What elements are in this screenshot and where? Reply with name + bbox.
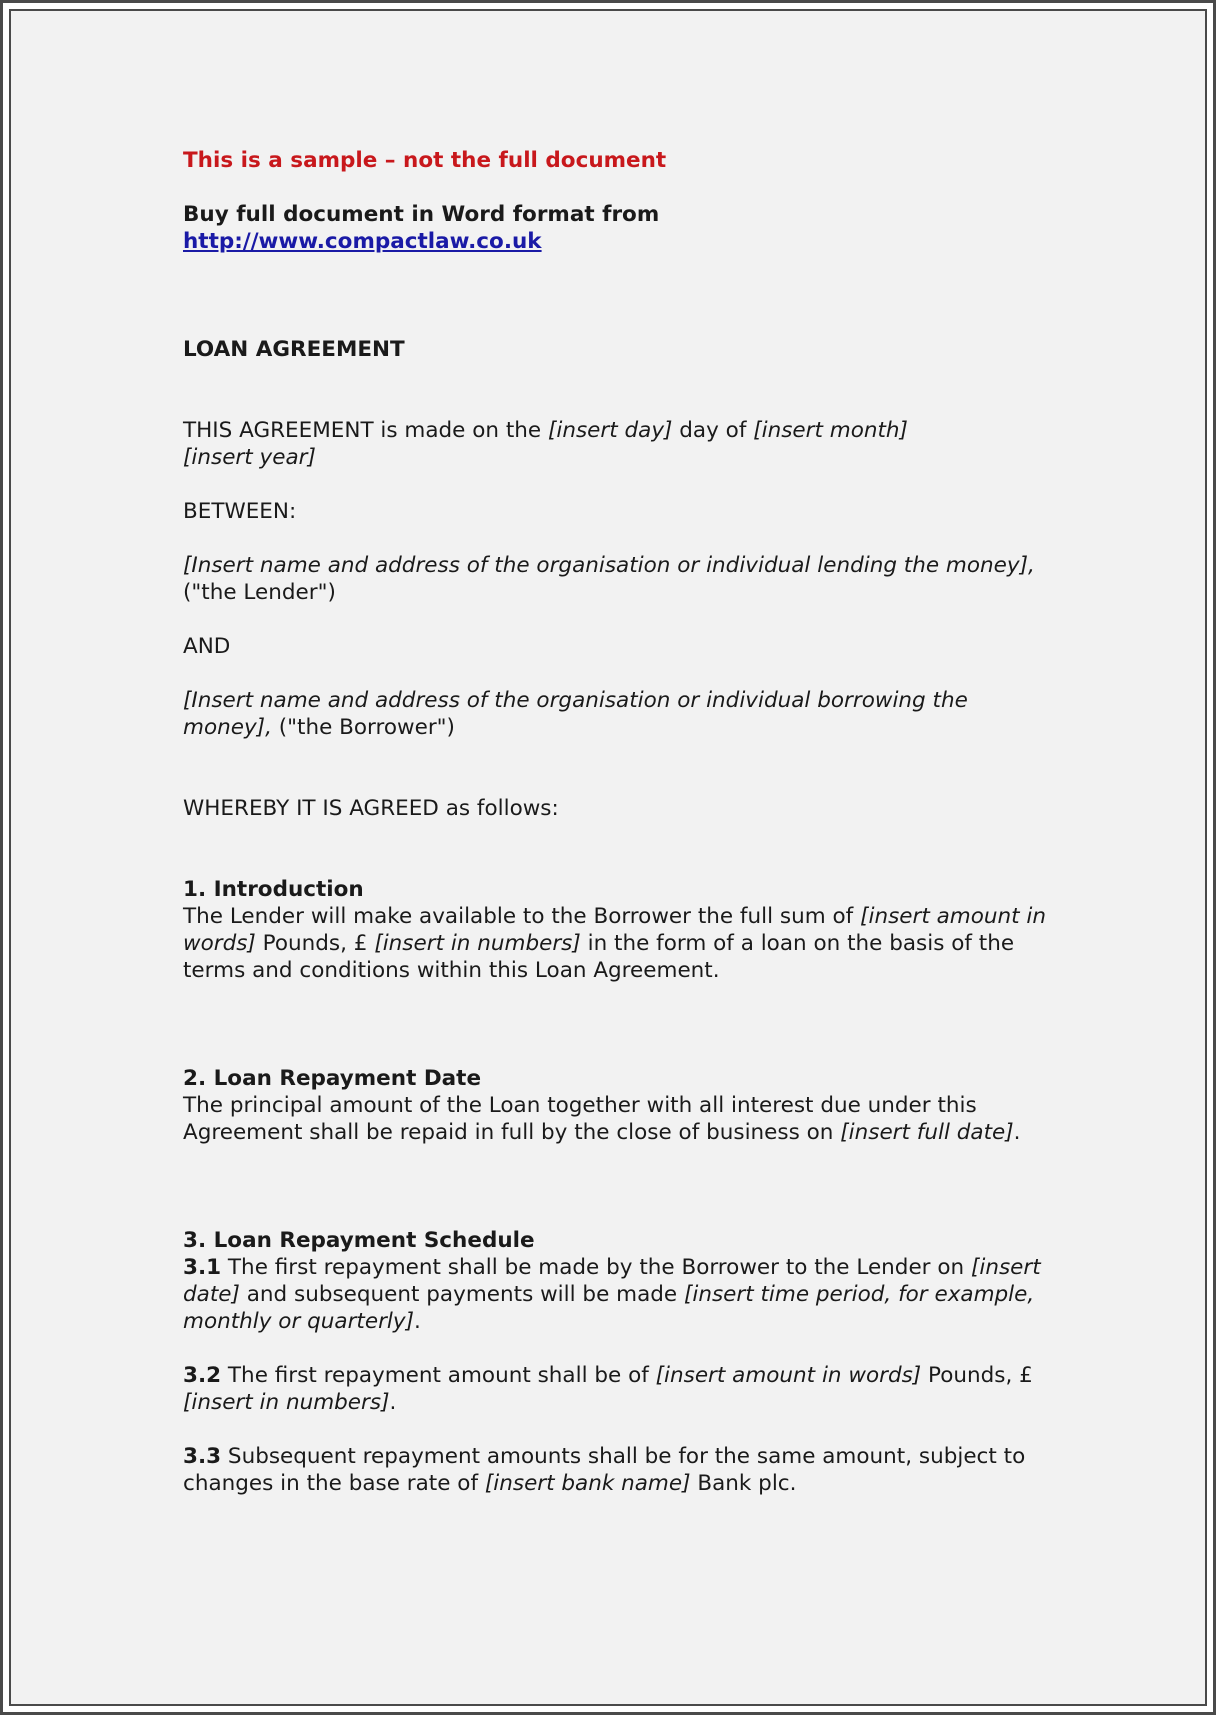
lender-label: ("the Lender") [183,580,336,605]
document-body [183,147,1063,1497]
agreement-date-line [183,417,1063,444]
sample-notice: This is a sample – not the full document [183,148,667,173]
clause-3-3-text-a: Subsequent repayment amounts shall be for the same amount, subject to changes in the base rate of [183,1444,1026,1496]
agreement-year-line [183,444,1063,471]
buy-link-line [183,228,1063,255]
made-prefix: THIS AGREEMENT is made on the [183,418,548,443]
clause-3-1-text-c: . [414,1309,421,1334]
clause-3-2-text-b: Pounds, £ [921,1363,1033,1388]
full-date-placeholder: [insert full date] [840,1120,1014,1145]
clause-3-3-number: 3.3 [183,1444,222,1469]
amount-words-placeholder: [insert amount in words] [183,904,1046,956]
between-label: BETWEEN: [183,499,297,524]
repayment-numbers-placeholder: [insert in numbers] [183,1390,390,1415]
section-1-text-a: The Lender will make available to the Borrower the full sum of [183,904,861,929]
clause-3-1-number: 3.1 [183,1255,222,1280]
buy-notice: Buy full document in Word format from [183,202,660,227]
time-period-placeholder: [insert time period, for example, monthly or quarterly] [183,1282,1035,1334]
clause-3-2-text-c: . [389,1390,397,1415]
borrower-paragraph [183,687,1063,741]
clause-3-1-text-a: The first repayment shall be made by the Borrower to the Lender on [221,1255,971,1280]
borrower-label: ("the Borrower") [271,715,455,740]
section-2-text-b: . [1013,1120,1021,1145]
section-2-text-a: The principal amount of the Loan together with all interest due under this Agreement shall be repaid in full by the close of business on [183,1093,977,1145]
clause-3-2-number: 3.2 [183,1363,222,1388]
lender-placeholder: [Insert name and address of the organisation or individual lending the money], [183,553,1035,578]
clause-3-3-text-b: Bank plc. [690,1471,797,1496]
repayment-words-placeholder: [insert amount in words] [655,1363,922,1388]
section-1-text-b: Pounds, £ [255,931,375,956]
clause-3-3 [183,1443,1063,1497]
and-label: AND [183,634,231,659]
insert-month-placeholder: [insert month] [753,418,908,443]
insert-date-placeholder: [insert date] [183,1255,1041,1307]
clause-3-2-text-a: The first repayment amount shall be of [221,1363,656,1388]
compactlaw-link[interactable]: http://www.compactlaw.co.uk [183,229,542,254]
document-title: LOAN AGREEMENT [183,337,405,362]
section-2-body [183,1092,1063,1146]
section-1-body [183,903,1063,984]
section-2-heading: 2. Loan Repayment Date [183,1066,482,1091]
clause-3-1 [183,1254,1063,1335]
clause-3-2 [183,1362,1063,1416]
borrower-placeholder: [Insert name and address of the organisation or individual borrowing the money], [183,688,968,740]
amount-numbers-placeholder: [insert in numbers] [374,931,581,956]
insert-day-placeholder: [insert day] [547,418,673,443]
section-1-heading: 1. Introduction [183,877,364,902]
lender-paragraph [183,552,1063,606]
insert-year-placeholder: [insert year] [183,445,316,470]
bank-name-placeholder: [insert bank name] [484,1471,691,1496]
section-1-text-c: in the form of a loan on the basis of the terms and conditions within this Loan Agreement. [183,931,1015,983]
clause-3-1-text-b: and subsequent payments will be made [239,1282,684,1307]
section-3-heading: 3. Loan Repayment Schedule [183,1228,535,1253]
whereby-line: WHEREBY IT IS AGREED as follows: [183,796,559,821]
day-of-text: day of [672,418,754,443]
